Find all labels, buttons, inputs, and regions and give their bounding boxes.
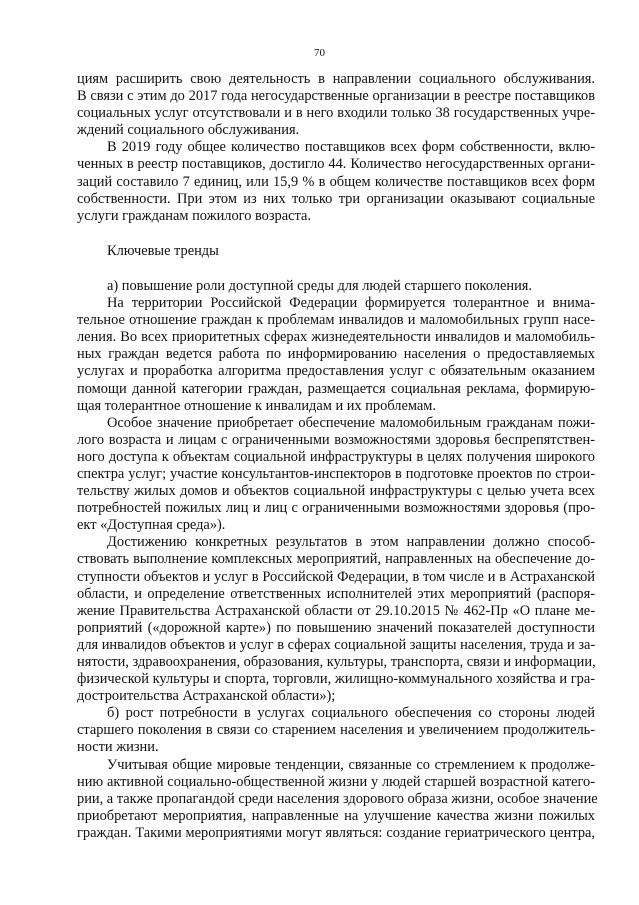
text-line: жение Правительства Астраханской области от 29.10.2015 № 462-Пр «О плане ме- xyxy=(77,602,595,619)
text-line: нию активной социально-общественной жизни у людей старшей возрастной катего- xyxy=(77,773,595,790)
text-line: а) повышение роли доступной среды для людей старшего поколения. xyxy=(107,277,533,294)
paragraph xyxy=(77,295,595,415)
text-line: б) рост потребности в услугах социального обеспечения со стороны людей xyxy=(107,705,595,722)
text-line: физической культуры и спорта, торговли, жилищно-коммунального хозяйства и гра- xyxy=(77,671,595,688)
text-line: Достижению конкретных результатов в этом направлении должно способ- xyxy=(107,534,595,551)
paragraph xyxy=(77,756,598,842)
text-line: помощи данной категории граждан, размещается социальная реклама, формирую- xyxy=(77,380,595,397)
paragraph xyxy=(77,278,595,295)
text-line: рии, а также пропагандой среди населения здорового образа жизни, особое значение xyxy=(77,790,598,807)
text-line: ного доступа к объектам социальной инфраструктуры в целях получения широкого xyxy=(77,448,595,465)
text-line: спектра услуг; участие консультантов-инспекторов в подготовке проектов по строи- xyxy=(77,465,595,482)
text-line: На территории Российской Федерации формируется толерантное и внима- xyxy=(107,295,595,312)
page-number: 70 xyxy=(314,47,325,59)
text-line: ступности объектов и услуг в Российской Федерации, в том числе и в Астраханской xyxy=(77,568,595,585)
paragraph xyxy=(77,243,595,260)
paragraph xyxy=(77,534,595,705)
text-line: для инвалидов объектов и услуг в сферах социальной защиты населения, труда и за- xyxy=(77,636,596,653)
text-line: ности жизни. xyxy=(77,739,159,756)
text-line: достроительства Астраханской области»); xyxy=(77,688,336,705)
paragraph xyxy=(77,415,595,535)
text-line: ченных в реестр поставщиков, достигло 44. Количество негосударственных органи- xyxy=(77,156,595,173)
text-line: роприятий («дорожной карте») по повышению значений показателей доступности xyxy=(77,619,595,636)
paragraph-gap xyxy=(77,260,595,278)
text-line: ствовать выполнение комплексных мероприятий, направленных на обеспечение до- xyxy=(77,551,595,568)
text-line: циям расширить свою деятельность в направлении социального обслуживания. xyxy=(77,71,595,87)
text-line: тельное отношение граждан к проблемам инвалидов и маломобильных групп насе- xyxy=(77,312,595,329)
text-line: Учитывая общие мировые тенденции, связанные со стремлением к продолже- xyxy=(107,756,595,773)
text-line: ект «Доступная среда»). xyxy=(77,517,226,534)
document-body xyxy=(77,71,598,842)
text-line: ных граждан ведется работа по информированию населения о предоставляемых xyxy=(77,346,595,363)
text-line: тельству жилых домов и объектов социальной инфраструктуры с целью учета всех xyxy=(77,483,595,500)
text-line: приобретают мероприятия, направленные на улучшение качества жизни пожилых xyxy=(77,807,595,824)
text-line: нятости, здравоохранения, образования, культуры, транспорта, связи и информации, xyxy=(77,654,596,670)
paragraph-gap xyxy=(77,225,595,243)
text-line: социальных услуг отсутствовали и в него входили только 38 государственных учре- xyxy=(77,105,595,122)
text-line: ждений социального обслуживания. xyxy=(77,122,300,139)
text-line: Особое значение приобретает обеспечение маломобильным гражданам пожи- xyxy=(107,414,595,431)
text-line: ления. Во всех приоритетных сферах жизнедеятельности инвалидов и маломобиль- xyxy=(77,329,595,346)
text-line: щая толерантное отношение к инвалидам и их проблемам. xyxy=(77,397,436,414)
paragraph xyxy=(77,71,595,139)
text-line: старшего поколения в связи со старением населения и увеличением продолжитель- xyxy=(77,722,595,739)
text-line: граждан. Такими мероприятиями могут являться: создание гериатрического центра, xyxy=(77,824,595,841)
text-line: потребностей пожилых лиц и лиц с ограниченными возможностями здоровья (про- xyxy=(77,500,595,517)
text-line: Ключевые тренды xyxy=(107,242,219,259)
text-line: лого возраста и лицам с ограниченными возможностями здоровья беспрепятствен- xyxy=(77,431,595,448)
text-line: области, и определение ответственных исполнителей этих мероприятий (распоря- xyxy=(77,585,595,602)
text-line: В 2019 году общее количество поставщиков всех форм собственности, вклю- xyxy=(107,139,595,156)
text-line: В связи с этим до 2017 года негосударственные организации в реестре поставщиков xyxy=(77,88,595,105)
paragraph xyxy=(77,139,595,224)
text-line: услугах и проработка алгоритма предоставления услуг с обязательным оказанием xyxy=(77,363,595,380)
paragraph xyxy=(77,705,595,756)
text-line: заций составило 7 единиц, или 15,9 % в общем количестве поставщиков всех форм xyxy=(77,173,595,190)
text-line: услуги гражданам пожилого возраста. xyxy=(77,207,311,224)
text-line: собственности. При этом из них только три организации оказывают социальные xyxy=(77,190,595,207)
